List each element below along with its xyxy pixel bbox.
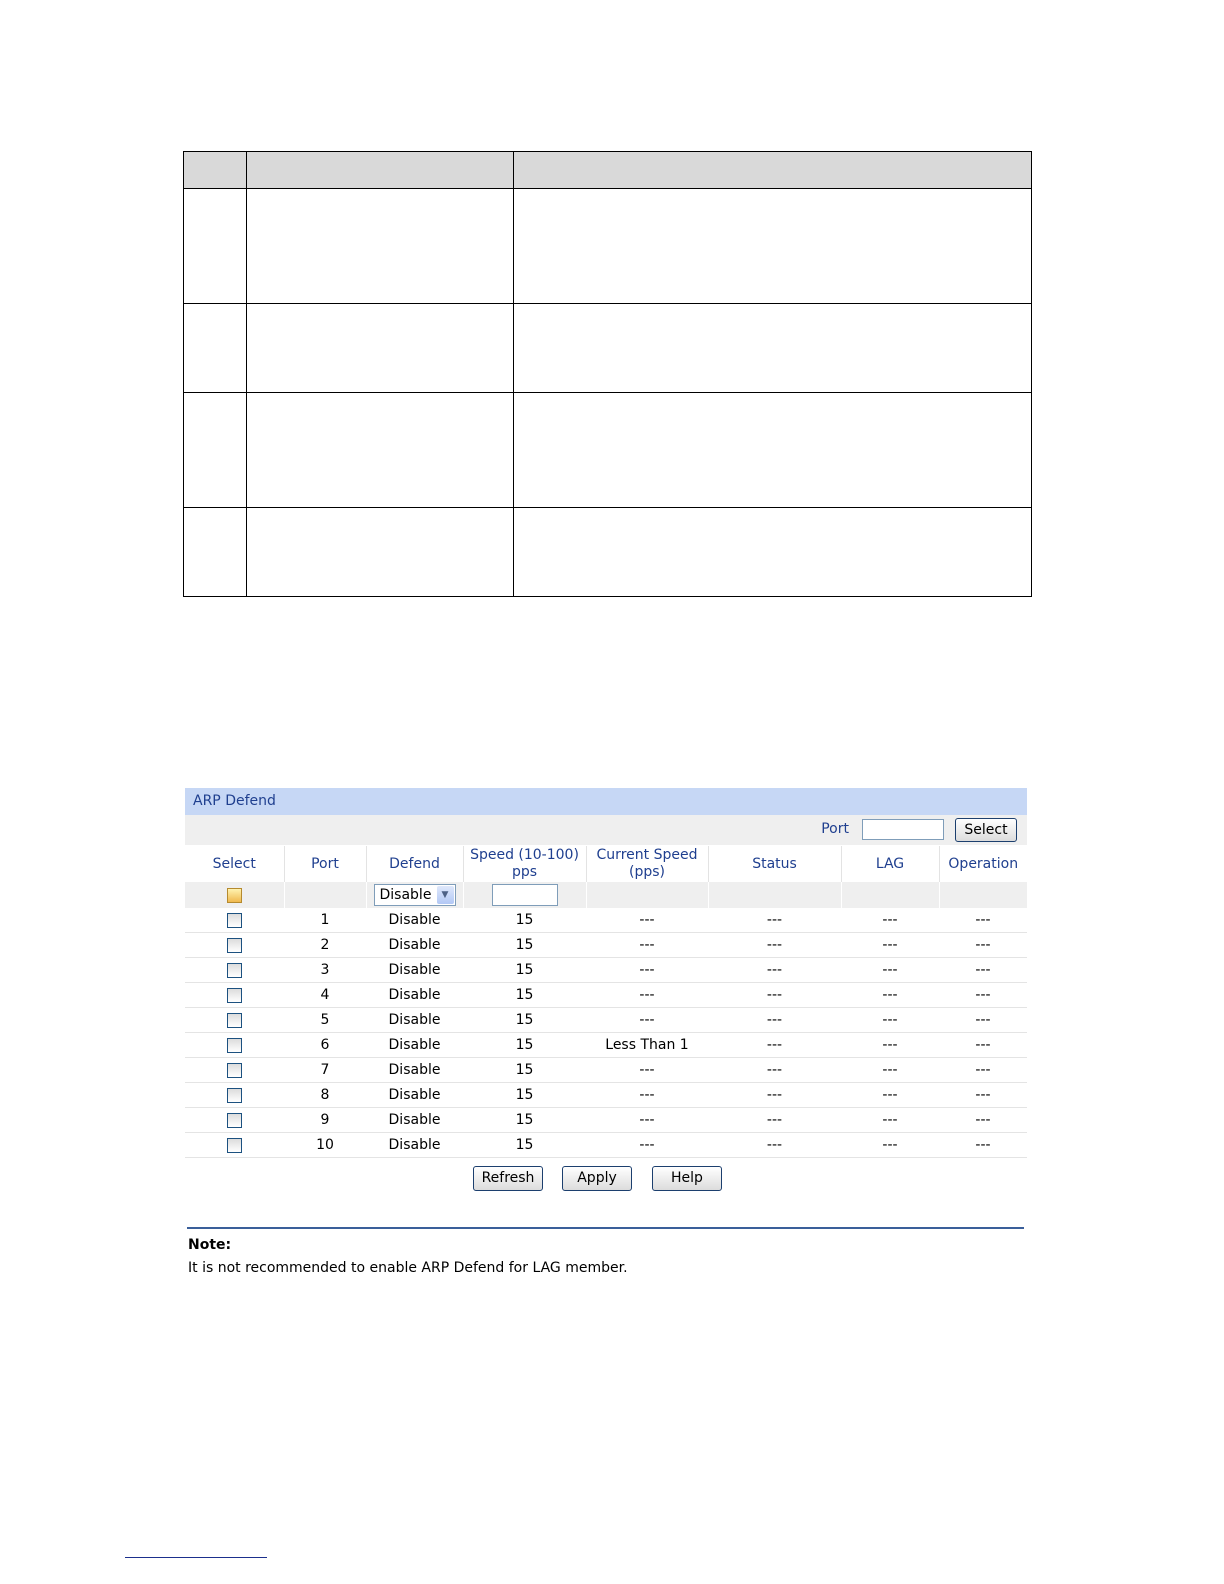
defend-batch-select[interactable] — [374, 884, 456, 906]
row-select-checkbox[interactable] — [227, 1088, 242, 1103]
column-header: Defend — [366, 846, 463, 882]
column-header: Status — [708, 846, 841, 882]
cell-port: 6 — [284, 1033, 366, 1058]
cell-operation: --- — [939, 1033, 1027, 1058]
cell-operation: --- — [939, 958, 1027, 983]
cell-speed: 15 — [463, 983, 586, 1008]
table-row — [185, 1033, 1027, 1058]
select-all-checkbox[interactable] — [227, 888, 242, 903]
document-table-row — [184, 189, 1032, 304]
table-header-row — [185, 846, 1027, 882]
chevron-down-icon[interactable]: ▼ — [437, 886, 454, 904]
cell-defend: Disable — [366, 983, 463, 1008]
column-header: Speed (10-100) pps — [463, 846, 586, 882]
document-table-row — [184, 393, 1032, 508]
cell-defend: Disable — [366, 1008, 463, 1033]
cell-port: 7 — [284, 1058, 366, 1083]
row-select-checkbox[interactable] — [227, 938, 242, 953]
cell-defend: Disable — [366, 1058, 463, 1083]
row-select-checkbox[interactable] — [227, 913, 242, 928]
note-divider — [187, 1227, 1024, 1229]
table-row — [185, 933, 1027, 958]
cell-operation: --- — [939, 1058, 1027, 1083]
cell-current: --- — [586, 958, 708, 983]
arp-defend-panel — [185, 788, 1027, 1198]
action-buttons — [185, 1158, 1027, 1198]
cell-current: --- — [586, 1083, 708, 1108]
cell-speed: 15 — [463, 1058, 586, 1083]
cell-status: --- — [708, 1008, 841, 1033]
row-select-checkbox[interactable] — [227, 1113, 242, 1128]
table-row — [185, 1108, 1027, 1133]
cell-status: --- — [708, 1058, 841, 1083]
cell-port: 4 — [284, 983, 366, 1008]
cell-lag: --- — [841, 1033, 939, 1058]
cell-defend: Disable — [366, 1083, 463, 1108]
column-header: Port — [284, 846, 366, 882]
row-select-checkbox[interactable] — [227, 1063, 242, 1078]
cell-status: --- — [708, 933, 841, 958]
cell-defend: Disable — [366, 1108, 463, 1133]
cell-port: 8 — [284, 1083, 366, 1108]
cell-operation: --- — [939, 1108, 1027, 1133]
cell-lag: --- — [841, 1058, 939, 1083]
cell-port: 9 — [284, 1108, 366, 1133]
table-row — [185, 908, 1027, 933]
cell-lag: --- — [841, 933, 939, 958]
cell-current: --- — [586, 908, 708, 933]
panel-title: ARP Defend — [185, 788, 1027, 815]
cell-current: --- — [586, 1008, 708, 1033]
help-button[interactable]: Help — [652, 1166, 722, 1191]
table-row — [185, 1058, 1027, 1083]
cell-lag: --- — [841, 1008, 939, 1033]
cell-operation: --- — [939, 908, 1027, 933]
row-select-checkbox[interactable] — [227, 1013, 242, 1028]
cell-current: --- — [586, 1108, 708, 1133]
cell-port: 2 — [284, 933, 366, 958]
row-select-checkbox[interactable] — [227, 1038, 242, 1053]
row-select-checkbox[interactable] — [227, 988, 242, 1003]
cell-speed: 15 — [463, 1033, 586, 1058]
cell-speed: 15 — [463, 1133, 586, 1158]
refresh-button[interactable]: Refresh — [473, 1166, 543, 1191]
document-table-row — [184, 304, 1032, 393]
cell-lag: --- — [841, 1133, 939, 1158]
cell-speed: 15 — [463, 908, 586, 933]
cell-operation: --- — [939, 1083, 1027, 1108]
cell-status: --- — [708, 1083, 841, 1108]
cell-defend: Disable — [366, 1033, 463, 1058]
cell-status: --- — [708, 908, 841, 933]
table-row — [185, 1008, 1027, 1033]
cell-speed: 15 — [463, 933, 586, 958]
cell-status: --- — [708, 1133, 841, 1158]
cell-current: --- — [586, 1133, 708, 1158]
table-row — [185, 958, 1027, 983]
cell-operation: --- — [939, 983, 1027, 1008]
table-row — [185, 1133, 1027, 1158]
cell-current: --- — [586, 933, 708, 958]
port-select-bar — [185, 815, 1027, 846]
cell-defend: Disable — [366, 958, 463, 983]
footer-link-underline — [125, 1557, 267, 1558]
port-input[interactable] — [862, 819, 944, 840]
cell-defend: Disable — [366, 1133, 463, 1158]
cell-lag: --- — [841, 958, 939, 983]
column-header: LAG — [841, 846, 939, 882]
document-table — [183, 151, 1032, 597]
cell-port: 3 — [284, 958, 366, 983]
cell-speed: 15 — [463, 1083, 586, 1108]
cell-status: --- — [708, 1033, 841, 1058]
note-text: It is not recommended to enable ARP Defend for LAG member. — [188, 1260, 628, 1276]
cell-lag: --- — [841, 908, 939, 933]
cell-current: --- — [586, 1058, 708, 1083]
cell-lag: --- — [841, 1108, 939, 1133]
batch-control-row — [185, 882, 1027, 908]
cell-lag: --- — [841, 1083, 939, 1108]
row-select-checkbox[interactable] — [227, 1138, 242, 1153]
column-header: Operation — [939, 846, 1027, 882]
cell-defend: Disable — [366, 933, 463, 958]
cell-status: --- — [708, 983, 841, 1008]
port-select-button[interactable]: Select — [955, 818, 1017, 842]
cell-defend: Disable — [366, 908, 463, 933]
document-table-header — [184, 152, 1032, 189]
note-title: Note: — [188, 1237, 232, 1253]
cell-lag: --- — [841, 983, 939, 1008]
apply-button[interactable]: Apply — [562, 1166, 632, 1191]
cell-status: --- — [708, 1108, 841, 1133]
cell-status: --- — [708, 958, 841, 983]
speed-batch-input[interactable] — [492, 884, 558, 906]
cell-current: --- — [586, 983, 708, 1008]
cell-operation: --- — [939, 933, 1027, 958]
cell-current: Less Than 1 — [586, 1033, 708, 1058]
cell-port: 5 — [284, 1008, 366, 1033]
column-header: Current Speed (pps) — [586, 846, 708, 882]
cell-operation: --- — [939, 1133, 1027, 1158]
document-table-row — [184, 508, 1032, 597]
column-header: Select — [185, 846, 284, 882]
defend-batch-select-value: Disable — [379, 887, 432, 903]
cell-speed: 15 — [463, 1108, 586, 1133]
cell-port: 1 — [284, 908, 366, 933]
row-select-checkbox[interactable] — [227, 963, 242, 978]
cell-speed: 15 — [463, 958, 586, 983]
cell-speed: 15 — [463, 1008, 586, 1033]
cell-operation: --- — [939, 1008, 1027, 1033]
port-label: Port — [821, 821, 849, 837]
arp-defend-table — [185, 846, 1028, 1158]
cell-port: 10 — [284, 1133, 366, 1158]
table-row — [185, 1083, 1027, 1108]
table-row — [185, 983, 1027, 1008]
